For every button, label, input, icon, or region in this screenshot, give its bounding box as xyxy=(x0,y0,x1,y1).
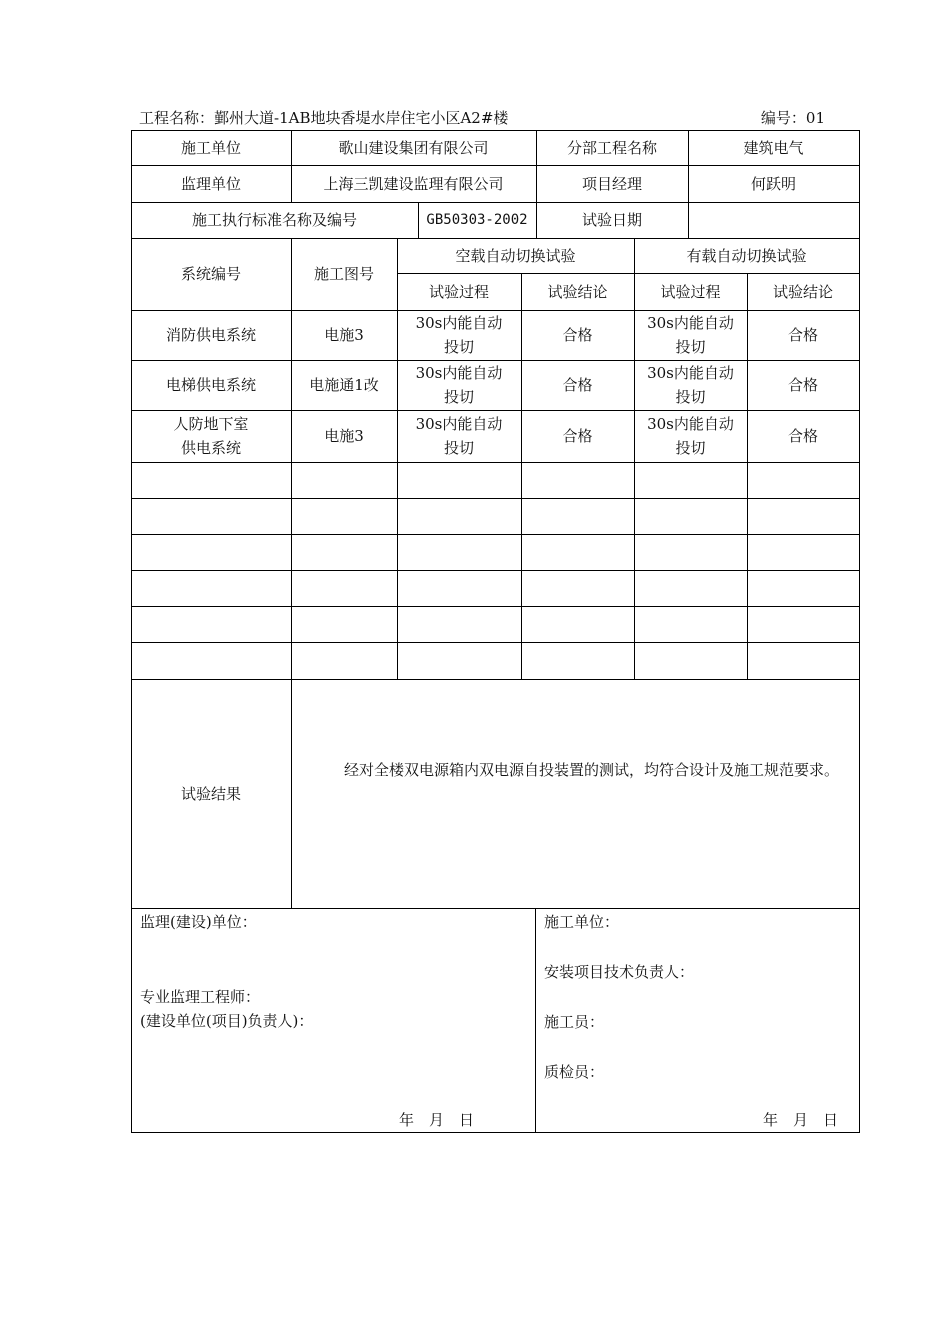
no-load-conclusion-header: 试验结论 xyxy=(547,282,608,301)
construction-unit-value: 歌山建设集团有限公司 xyxy=(338,138,489,157)
table-row-nl-conclusion: 合格 xyxy=(562,376,593,394)
sub-project-value: 建筑电气 xyxy=(743,138,804,157)
table-border xyxy=(131,606,860,607)
result-text: 经对全楼双电源箱内双电源自投装置的测试，均符合设计及施工规范要求。 xyxy=(344,761,840,779)
table-border xyxy=(131,498,860,499)
table-border xyxy=(859,130,860,1133)
table-row-wl-conclusion: 合格 xyxy=(787,376,818,394)
table-row-nl-process: 30s内能自动投切 xyxy=(415,364,503,406)
result-label: 试验结果 xyxy=(180,784,241,803)
test-date-value xyxy=(688,202,859,238)
supervision-engineer-signature: 专业监理工程师： xyxy=(140,988,261,1006)
with-load-process-header: 试验过程 xyxy=(660,282,721,301)
supervision-unit-label: 监理单位 xyxy=(180,174,241,193)
table-row-drawing: 电施3 xyxy=(324,326,364,344)
with-load-test-header: 有载自动切换试验 xyxy=(686,246,807,265)
table-row-drawing: 电施3 xyxy=(324,427,364,445)
owner-rep-signature: (建设单位(项目)负责人)： xyxy=(140,1012,314,1030)
no-load-test-header: 空载自动切换试验 xyxy=(455,246,576,265)
table-row-nl-conclusion: 合格 xyxy=(562,427,593,445)
supervision-unit-value: 上海三凯建设监理有限公司 xyxy=(323,174,504,193)
table-border xyxy=(131,534,860,535)
supervision-unit-signature: 监理(建设)单位： xyxy=(140,913,257,931)
table-row-system: 电梯供电系统 xyxy=(165,376,256,394)
tech-lead-signature: 安装项目技术负责人： xyxy=(544,963,695,981)
inspector-signature: 质检员： xyxy=(544,1063,605,1081)
table-border xyxy=(131,1132,860,1133)
table-row-drawing: 电施通1改 xyxy=(309,376,379,394)
table-row-wl-conclusion: 合格 xyxy=(787,326,818,344)
date-right: 年 月 日 xyxy=(763,1111,839,1129)
table-border xyxy=(131,570,860,571)
standard-label: 施工执行标准名称及编号 xyxy=(191,211,357,229)
table-border xyxy=(131,642,860,643)
with-load-conclusion-header: 试验结论 xyxy=(772,282,833,301)
project-manager-value: 何跃明 xyxy=(750,174,796,193)
worker-signature: 施工员： xyxy=(544,1013,605,1031)
table-row-nl-conclusion: 合格 xyxy=(562,326,593,344)
sub-project-label: 分部工程名称 xyxy=(566,138,657,157)
table-row-wl-process: 30s内能自动投切 xyxy=(647,314,734,356)
table-row-wl-process: 30s内能自动投切 xyxy=(647,415,734,457)
standard-value: GB50303-2002 xyxy=(426,212,528,228)
table-row-system: 人防地下室供电系统 xyxy=(173,415,249,457)
drawing-no-header: 施工图号 xyxy=(313,265,374,283)
table-border xyxy=(131,462,860,463)
construction-unit-signature: 施工单位： xyxy=(544,913,620,931)
table-border xyxy=(535,908,536,1133)
test-record-table xyxy=(131,130,860,1133)
test-date-label: 试验日期 xyxy=(581,211,642,229)
system-no-header: 系统编号 xyxy=(180,265,241,283)
table-row-wl-conclusion: 合格 xyxy=(787,427,818,445)
table-border xyxy=(131,908,860,909)
document-number: 编号：01 xyxy=(760,109,825,127)
date-left: 年 月 日 xyxy=(399,1111,475,1129)
project-name: 工程名称：鄞州大道-1AB地块香堤水岸住宅小区A2#楼 xyxy=(139,109,509,127)
construction-unit-label: 施工单位 xyxy=(180,138,241,157)
table-row-nl-process: 30s内能自动投切 xyxy=(415,415,503,457)
no-load-process-header: 试验过程 xyxy=(428,282,489,301)
table-border xyxy=(291,679,292,908)
table-row-nl-process: 30s内能自动投切 xyxy=(415,314,503,356)
table-row-wl-process: 30s内能自动投切 xyxy=(647,364,734,406)
table-row-system: 消防供电系统 xyxy=(165,326,256,344)
project-manager-label: 项目经理 xyxy=(581,174,642,193)
